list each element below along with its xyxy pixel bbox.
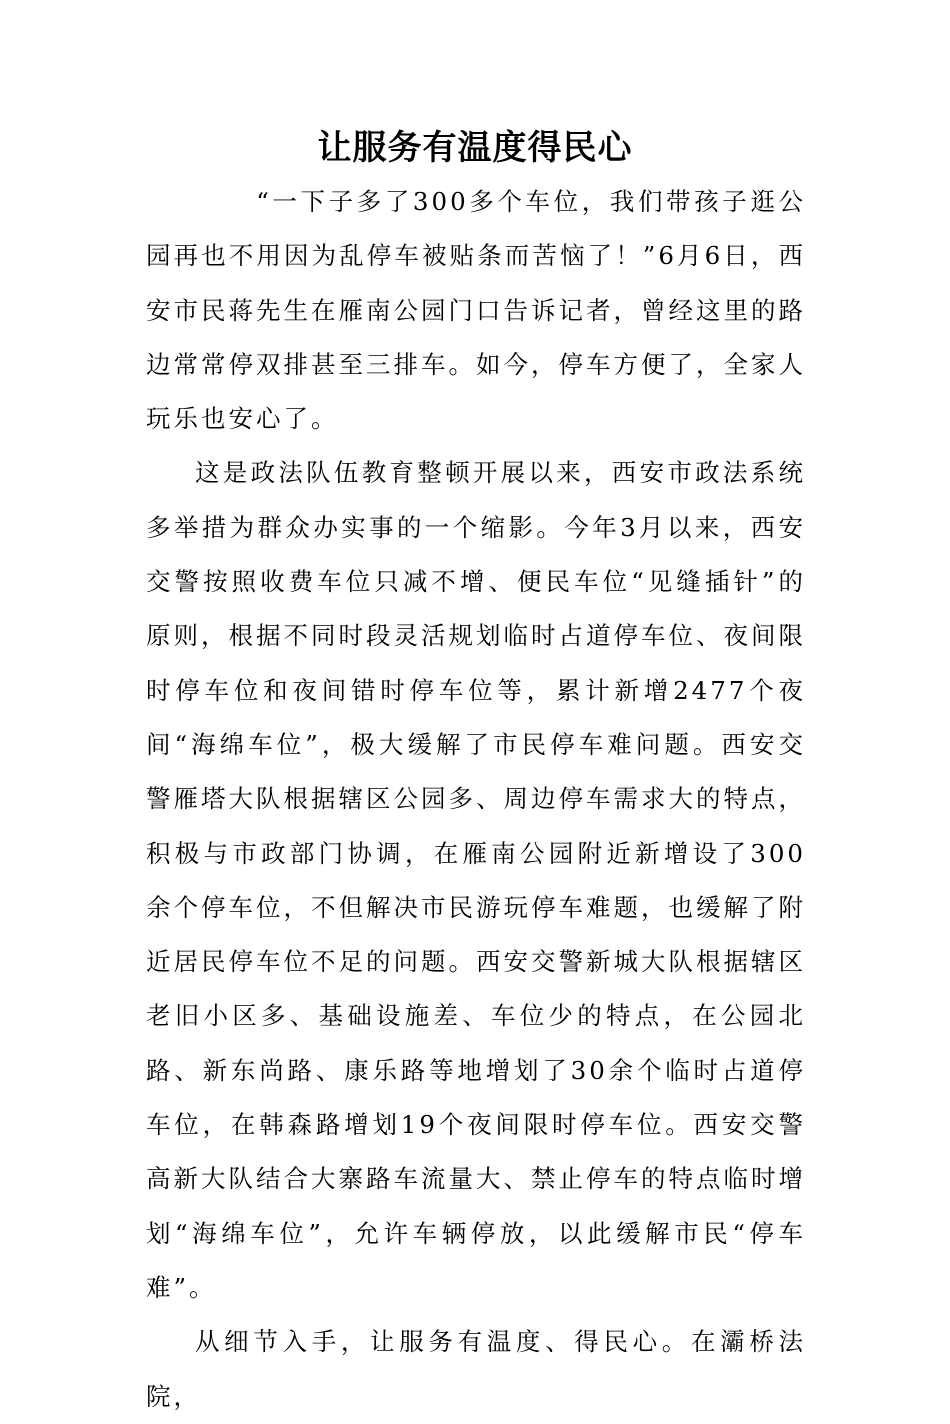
- paragraph-1: “一下子多了300多个车位，我们带孩子逛公园再也不用因为乱停车被贴条而苦恼了！”6月6日，西安市民蒋先生在雁南公园门口告诉记者，曾经这里的路边常常停双排甚至三排车。如今，停车方便了，全家人玩乐也安心了。: [146, 187, 806, 434]
- paragraph-3: 从细节入手，让服务有温度、得民心。在灞桥法院，: [146, 1327, 806, 1411]
- paragraph-2: 这是政法队伍教育整顿开展以来，西安市政法系统多举措为群众办实事的一个缩影。今年3月以来，西安交警按照收费车位只减不增、便民车位“见缝插针”的原则，根据不同时段灵活规划临时占道停车位、夜间限时停车位和夜间错时停车位等，累计新增2477个夜间“海绵车位”，极大缓解了市民停车难问题。西安交警雁塔大队根据辖区公园多、周边停车需求大的特点，积极与市政部门协调，在雁南公园附近新增设了300余个停车位，不但解决市民游玩停车难题，也缓解了附近居民停车位不足的问题。西安交警新城大队根据辖区老旧小区多、基础设施差、车位少的特点，在公园北路、新东尚路、康乐路等地增划了30余个临时占道停车位，在韩森路增划19个夜间限时停车位。西安交警高新大队结合大寨路车流量大、禁止停车的特点临时增划“海绵车位”，允许车辆停放，以此缓解市民“停车难”。: [146, 458, 806, 1302]
- document-body: [146, 175, 806, 1424]
- document-title: 让服务有温度得民心: [317, 128, 633, 168]
